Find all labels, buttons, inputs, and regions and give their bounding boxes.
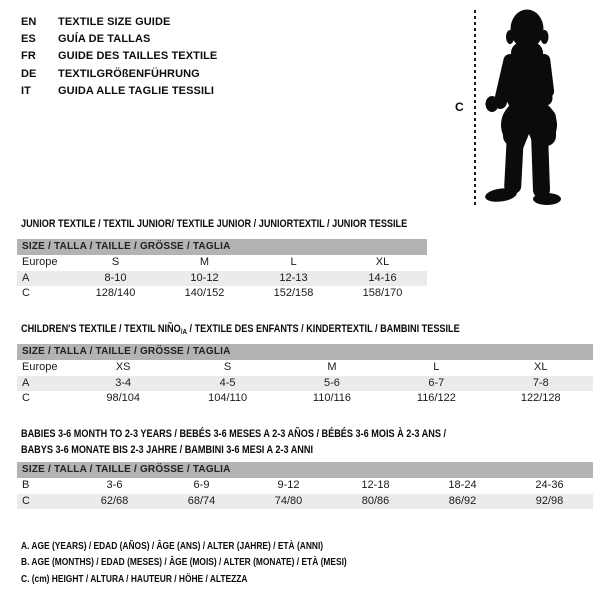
cell: S <box>111 256 120 268</box>
row-label: Europe <box>22 361 58 373</box>
junior-section-title: JUNIOR TEXTILE / TEXTIL JUNIOR/ TEXTILE JUNIOR / JUNIORTEXTIL / JUNIOR TESSILE <box>21 218 408 230</box>
babies-size-table <box>17 462 593 509</box>
title-text: / TEXTILE DES ENFANTS / KINDERTEXTIL / BAMBINI TESSILE <box>186 323 460 335</box>
language-code: ES <box>21 33 36 46</box>
note-b: B. AGE (MONTHS) / EDAD (MESES) / ÂGE (MOIS) / ALTER (MONATE) / ETÀ (MESI) <box>21 556 347 569</box>
language-row <box>21 14 217 31</box>
cell: 92/98 <box>506 494 593 510</box>
babies-title-line2: BABYS 3-6 MONATE BIS 2-3 JAHRE / BAMBINI 3-6 MESI A 2-3 ANNI <box>21 444 314 456</box>
language-title: GUIDA ALLE TAGLIE TESSILI <box>58 84 215 97</box>
cell: 104/110 <box>208 392 248 404</box>
cell: 12-13 <box>249 271 338 287</box>
cell: 5-6 <box>280 376 384 392</box>
cell: 152/158 <box>273 287 314 299</box>
row-label: Europe <box>22 256 58 268</box>
cell: 98/104 <box>106 392 141 404</box>
language-title: GUIDE DES TAILLES TEXTILE <box>58 50 218 63</box>
row-label: C <box>22 392 30 404</box>
measure-c-label: C <box>455 100 464 114</box>
cell: 68/74 <box>158 494 245 510</box>
size-header-label: SIZE / TALLA / TAILLE / GRÖSSE / TAGLIA <box>17 462 593 478</box>
table-row <box>17 376 593 392</box>
size-header-row <box>17 462 593 478</box>
babies-title-line1: BABIES 3-6 MONTH TO 2-3 YEARS / BEBÉS 3-6 MESES A 2-3 AÑOS / BÉBÉS 3-6 MOIS À 2-3 ANS / <box>21 428 446 440</box>
table-row <box>17 478 593 494</box>
row-label: C <box>22 287 30 299</box>
row-label: C <box>17 494 71 510</box>
note-c: C. (cm) HEIGHT / ALTURA / HAUTEUR / HÖHE / ALTEZZA <box>21 572 248 585</box>
language-code: DE <box>21 67 37 80</box>
table-row <box>17 255 427 271</box>
height-measure-line <box>474 10 476 208</box>
cell: 3-6 <box>106 479 123 491</box>
cell: 116/122 <box>416 392 456 404</box>
size-header-row <box>17 239 427 255</box>
cell: 86/92 <box>419 494 506 510</box>
table-row <box>17 391 593 407</box>
size-header-row <box>17 344 593 360</box>
cell: 9-12 <box>277 479 300 491</box>
cell: M <box>327 361 337 373</box>
note-a: A. AGE (YEARS) / EDAD (AÑOS) / ÂGE (ANS) / ALTER (JAHRE) / ETÀ (ANNI) <box>21 540 324 552</box>
row-label: B <box>22 479 30 491</box>
children-section-title <box>21 321 460 340</box>
language-code: IT <box>21 84 31 97</box>
legend-notes <box>21 538 428 587</box>
cell: 122/128 <box>520 392 561 404</box>
language-list <box>21 14 217 100</box>
language-title: TEXTILE SIZE GUIDE <box>58 16 171 28</box>
row-label: A <box>17 271 71 287</box>
title-text: CHILDREN'S TEXTILE / TEXTIL NIÑO <box>21 323 181 335</box>
cell: L <box>290 256 297 268</box>
cell: 18-24 <box>448 479 477 491</box>
cell: 6-9 <box>193 479 210 491</box>
size-header-label: SIZE / TALLA / TAILLE / GRÖSSE / TAGLIA <box>17 239 427 255</box>
cell: 7-8 <box>489 376 593 392</box>
language-title: GUÍA DE TALLAS <box>58 33 151 46</box>
table-row <box>17 360 593 376</box>
children-size-table <box>17 344 593 407</box>
cell: 3-4 <box>71 376 175 392</box>
cell: 140/152 <box>184 287 225 299</box>
cell: 10-12 <box>160 271 249 287</box>
junior-size-table <box>17 239 427 302</box>
cell: 74/80 <box>245 494 332 510</box>
cell: 8-10 <box>71 271 160 287</box>
cell: 62/68 <box>71 494 158 510</box>
table-row <box>17 494 593 510</box>
cell: 6-7 <box>384 376 488 392</box>
cell: XL <box>534 361 548 373</box>
table-row <box>17 271 427 287</box>
language-row <box>21 48 217 65</box>
row-label: A <box>17 376 71 392</box>
cell: 128/140 <box>95 287 136 299</box>
cell: XL <box>375 256 390 268</box>
cell: 14-16 <box>338 271 427 287</box>
cell: 80/86 <box>332 494 419 510</box>
cell: 4-5 <box>175 376 279 392</box>
title-subscript: /A <box>180 327 187 336</box>
table-row <box>17 286 427 302</box>
language-code: EN <box>21 16 37 28</box>
language-title: TEXTILGRÖßENFÜHRUNG <box>58 67 200 80</box>
language-row <box>21 31 217 48</box>
cell: L <box>433 361 440 373</box>
language-code: FR <box>21 50 36 63</box>
cell: 158/170 <box>362 287 403 299</box>
cell: S <box>223 361 232 373</box>
cell: XS <box>115 361 131 373</box>
language-row <box>21 66 217 83</box>
cell: 12-18 <box>361 479 390 491</box>
language-row <box>21 83 217 100</box>
cell: 110/116 <box>312 392 352 404</box>
size-header-label: SIZE / TALLA / TAILLE / GRÖSSE / TAGLIA <box>17 344 593 360</box>
cell: M <box>199 256 210 268</box>
baby-silhouette-icon <box>484 8 566 205</box>
cell: 24-36 <box>535 479 564 491</box>
babies-section-title <box>21 426 446 458</box>
